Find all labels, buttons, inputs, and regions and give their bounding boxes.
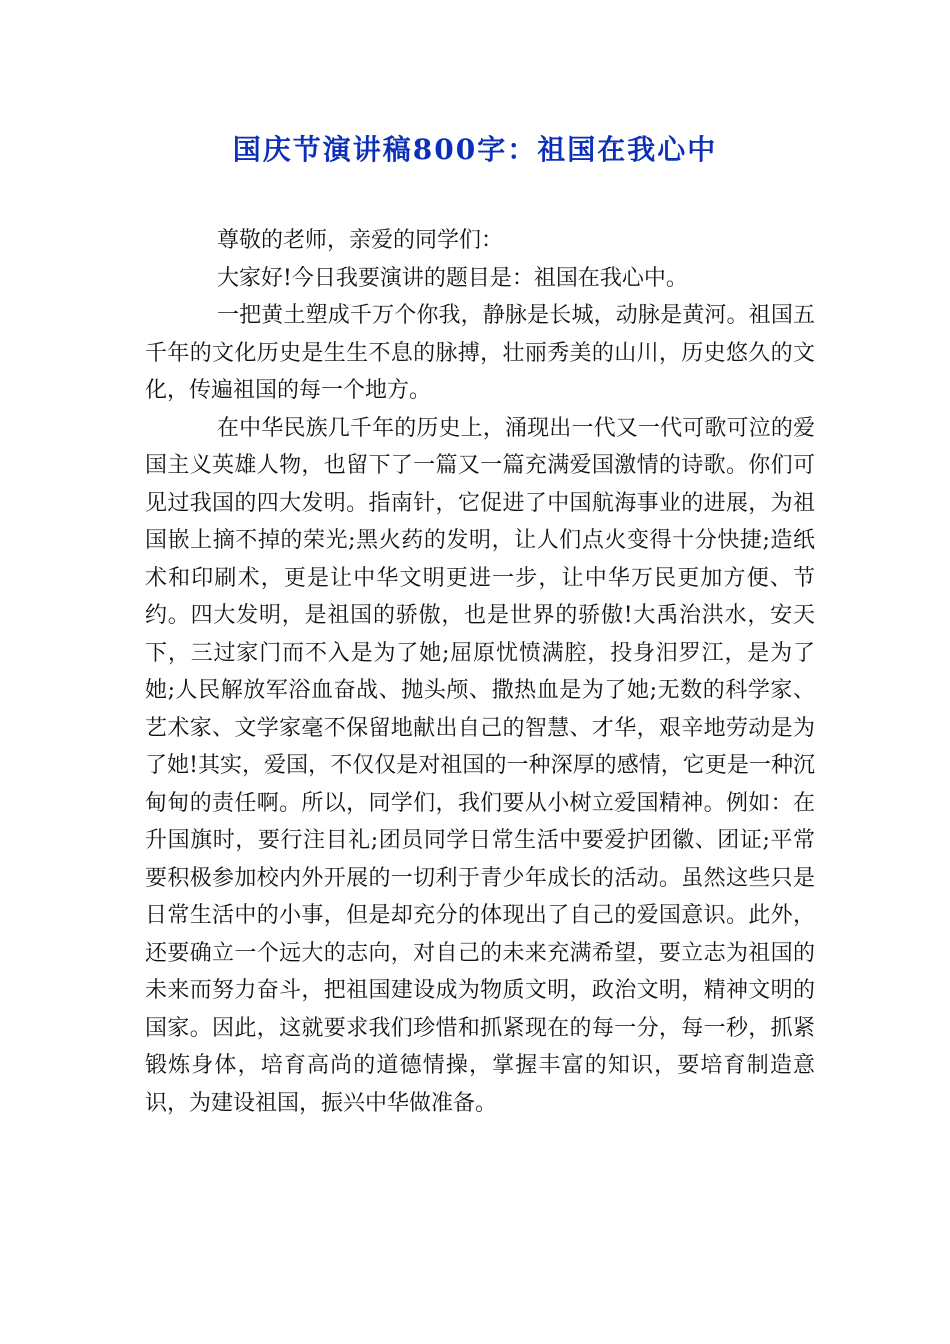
body-paragraph: 一把黄土塑成千万个你我，静脉是长城，动脉是黄河。祖国五千年的文化历史是生生不息的脉搏，壮丽秀美的山川，历史悠久的文化，传遍祖国的每一个地方。 (145, 303, 815, 403)
greeting-paragraph: 大家好!今日我要演讲的题目是：祖国在我心中。 (217, 265, 688, 291)
body-paragraph: 在中华民族几千年的历史上，涌现出一代又一代可歌可泣的爱国主义英雄人物，也留下了一篇又一篇充满爱国激情的诗歌。你们可见过我国的四大发明。指南针，它促进了中国航海事业的进展，为祖国嵌上摘不掉的荣光;黑火药的发明，让人们点火变得十分快捷;造纸术和印刷术，更是让中华文明更进一步，让中华万民更加方便、节约。四大发明，是祖国的骄傲，也是世界的骄傲!大禹治洪水，安天下，三过家门而不入是为了她;屈原忧愤满腔，投身汨罗江，是为了她;人民解放军浴血奋战、抛头颅、撒热血是为了她;无数的科学家、艺术家、文学家毫不保留地献出自己的智慧、才华，艰辛地劳动是为了她!其实，爱国，不仅仅是对祖国的一种深厚的感情，它更是一种沉甸甸的责任啊。所以，同学们，我们要从小树立爱国精神。例如：在升国旗时，要行注目礼;团员同学日常生活中要爱护团徽、团证;平常要积极参加校内外开展的一切利于青少年成长的活动。虽然这些只是日常生活中的小事，但是却充分的体现出了自己的爱国意识。此外，还要确立一个远大的志向，对自己的未来充满希望，要立志为祖国的未来而努力奋斗，把祖国建设成为物质文明，政治文明，精神文明的国家。因此，这就要求我们珍惜和抓紧现在的每一分，每一秒，抓紧锻炼身体，培育高尚的道德情操，掌握丰富的知识，要培育制造意识，为建设祖国，振兴中华做准备。 (145, 415, 815, 1116)
salutation-paragraph: 尊敬的老师，亲爱的同学们： (217, 228, 504, 253)
document-title: 国庆节演讲稿800字：祖国在我心中 (232, 133, 718, 166)
document-body (145, 222, 815, 1122)
